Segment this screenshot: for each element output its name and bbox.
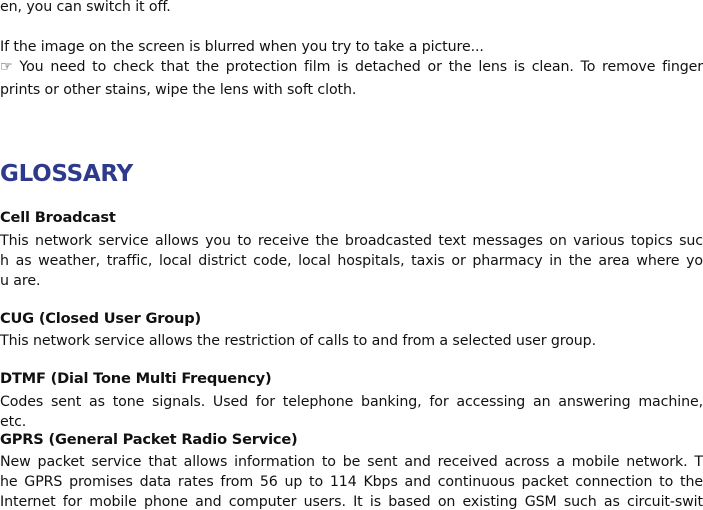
glossary-term: Cell Broadcast (0, 209, 116, 226)
troubleshoot-answer-line: ☞ You need to check that the protection film is detached or the lens is clean. To remove finger (0, 59, 703, 75)
glossary-definition-line: h as weather, traffic, local district code, local hospitals, taxis or pharmacy in the area where yo (0, 253, 703, 269)
glossary-definition-line: This network service allows you to receive the broadcasted text messages on various topics suc (0, 233, 703, 249)
glossary-definition-line: Codes sent as tone signals. Used for telephone banking, for accessing an answering machine, (0, 394, 703, 410)
glossary-term: CUG (Closed User Group) (0, 310, 201, 327)
glossary-term: GPRS (General Packet Radio Service) (0, 431, 298, 448)
glossary-definition-line: This network service allows the restriction of calls to and from a selected user group. (0, 333, 596, 349)
troubleshoot-answer-line: prints or other stains, wipe the lens with soft cloth. (0, 82, 357, 98)
glossary-definition-line: u are. (0, 273, 41, 289)
glossary-definition-line: Internet for mobile phone and computer users. It is based on existing GSM such as circuit-swit (0, 494, 703, 510)
glossary-definition-line: New packet service that allows information to be sent and received across a mobile network. T (0, 454, 703, 470)
intro-text-line: en, you can switch it off. (0, 0, 171, 15)
glossary-definition-line: etc. (0, 414, 27, 430)
glossary-term: DTMF (Dial Tone Multi Frequency) (0, 370, 272, 387)
glossary-heading: GLOSSARY (0, 161, 133, 187)
glossary-definition-line: he GPRS promises data rates from 56 up to 114 Kbps and continuous packet connection to the (0, 474, 703, 490)
troubleshoot-question: If the image on the screen is blurred when you try to take a picture... (0, 39, 484, 55)
